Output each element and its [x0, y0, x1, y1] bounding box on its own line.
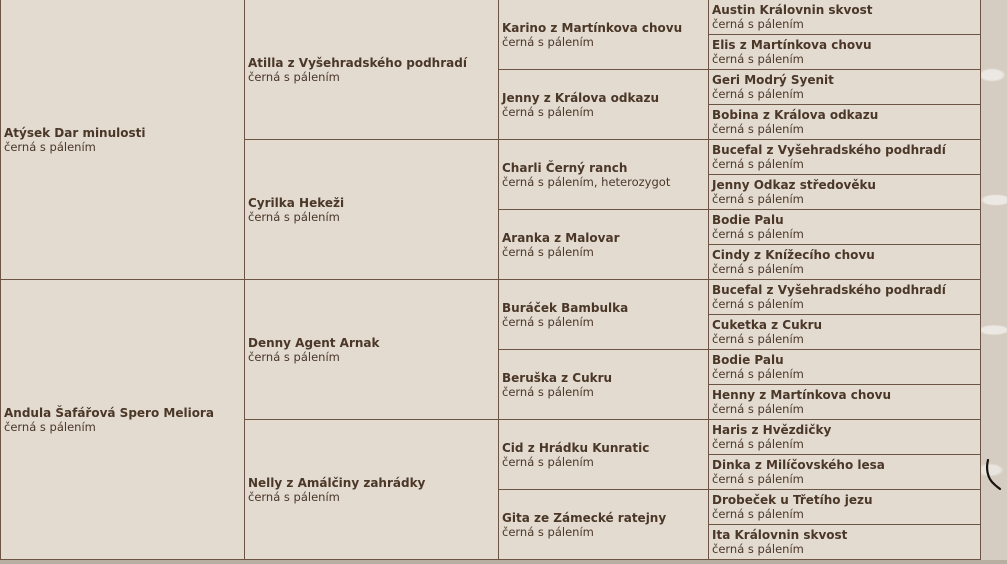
grandparent-cell	[245, 280, 499, 420]
page-bottom-edge	[0, 560, 1007, 564]
dog-name[interactable]: Atilla z Vyšehradského podhradí	[248, 55, 467, 70]
great-grandparent-cell	[499, 280, 709, 350]
dog-name[interactable]: Bodie Palu	[712, 213, 784, 227]
ancestor-cell	[709, 105, 981, 140]
great-grandparent-cell	[499, 420, 709, 490]
dog-color: černá s pálením	[712, 437, 804, 451]
dog-name[interactable]: Cid z Hrádku Kunratic	[502, 440, 650, 455]
dog-color: černá s pálením	[502, 384, 594, 399]
dog-color: černá s pálením, heterozygot	[502, 174, 671, 189]
ancestor-cell	[709, 455, 981, 490]
dam-cell	[1, 280, 245, 560]
dog-name[interactable]: Aranka z Malovar	[502, 230, 620, 245]
dog-name[interactable]: Geri Modrý Syenit	[712, 73, 834, 87]
dog-color: černá s pálením	[712, 332, 804, 346]
dog-name[interactable]: Cuketka z Cukru	[712, 318, 823, 332]
grandparent-cell	[245, 420, 499, 560]
ancestor-cell	[709, 385, 981, 420]
dog-name[interactable]: Charli Černý ranch	[502, 160, 628, 175]
dog-name[interactable]: Denny Agent Arnak	[248, 335, 380, 350]
grandparent-cell	[245, 140, 499, 280]
dog-color: černá s pálením	[4, 139, 96, 154]
dog-name[interactable]: Karino z Martínkova chovu	[502, 20, 683, 35]
brush-stroke-mark	[984, 458, 1002, 490]
ancestor-cell	[709, 70, 981, 105]
dog-name[interactable]: Bucefal z Vyšehradského podhradí	[712, 143, 946, 157]
dog-name[interactable]: Ita Královnin skvost	[712, 528, 848, 542]
dog-name[interactable]: Jenny Odkaz středověku	[712, 178, 876, 192]
great-grandparent-cell	[499, 70, 709, 140]
dog-color: černá s pálením	[502, 454, 594, 469]
dog-color: černá s pálením	[248, 349, 340, 364]
dog-color: černá s pálením	[712, 542, 804, 556]
ancestor-cell	[709, 210, 981, 245]
dog-name[interactable]: Bucefal z Vyšehradského podhradí	[712, 283, 946, 297]
dog-color: černá s pálením	[712, 17, 804, 31]
ancestor-cell	[709, 315, 981, 350]
dog-color: černá s pálením	[712, 157, 804, 171]
dog-name[interactable]: Jenny z Králova odkazu	[502, 90, 660, 105]
dog-name[interactable]: Beruška z Cukru	[502, 370, 613, 385]
dog-color: černá s pálením	[502, 314, 594, 329]
ancestor-cell	[709, 140, 981, 175]
ancestor-cell	[709, 0, 981, 35]
ancestor-cell	[709, 350, 981, 385]
dog-color: černá s pálením	[502, 104, 594, 119]
ancestor-cell	[709, 525, 981, 560]
dog-color: černá s pálením	[712, 367, 804, 381]
great-grandparent-cell	[499, 0, 709, 70]
dog-color: černá s pálením	[248, 69, 340, 84]
dog-color: černá s pálením	[4, 419, 96, 434]
dog-color: černá s pálením	[248, 489, 340, 504]
dog-color: černá s pálením	[502, 34, 594, 49]
dog-color: černá s pálením	[712, 297, 804, 311]
dog-name[interactable]: Nelly z Amálčiny zahrádky	[248, 475, 426, 490]
dog-name[interactable]: Gita ze Zámecké ratejny	[502, 510, 667, 525]
dog-color: černá s pálením	[712, 507, 804, 521]
great-grandparent-cell	[499, 140, 709, 210]
dog-name[interactable]: Elis z Martínkova chovu	[712, 38, 872, 52]
grandparent-cell	[245, 0, 499, 140]
ancestor-cell	[709, 245, 981, 280]
dog-name[interactable]: Haris z Hvězdičky	[712, 423, 832, 437]
dog-color: černá s pálením	[712, 472, 804, 486]
ancestor-cell	[709, 490, 981, 525]
dog-name[interactable]: Drobeček u Třetího jezu	[712, 493, 873, 507]
dog-color: černá s pálením	[712, 87, 804, 101]
dog-color: černá s pálením	[712, 122, 804, 136]
dog-name[interactable]: Cindy z Knížecího chovu	[712, 248, 875, 262]
dog-color: černá s pálením	[712, 227, 804, 241]
dog-color: černá s pálením	[502, 244, 594, 259]
great-grandparent-cell	[499, 490, 709, 560]
dog-color: černá s pálením	[712, 262, 804, 276]
ancestor-cell	[709, 280, 981, 315]
ancestor-cell	[709, 35, 981, 70]
dog-color: černá s pálením	[712, 192, 804, 206]
sire-cell	[1, 0, 245, 280]
great-grandparent-cell	[499, 350, 709, 420]
dog-name[interactable]: Henny z Martínkova chovu	[712, 388, 892, 402]
dog-name[interactable]: Bobina z Králova odkazu	[712, 108, 879, 122]
dog-name[interactable]: Atýsek Dar minulosti	[4, 125, 146, 140]
dog-name[interactable]: Cyrilka Hekeži	[248, 195, 345, 210]
dog-color: černá s pálením	[248, 209, 340, 224]
dog-name[interactable]: Bodie Palu	[712, 353, 784, 367]
dog-color: černá s pálením	[502, 524, 594, 539]
dog-name[interactable]: Buráček Bambulka	[502, 300, 629, 315]
dog-name[interactable]: Dinka z Milíčovského lesa	[712, 458, 885, 472]
ancestor-cell	[709, 175, 981, 210]
dog-name[interactable]: Andula Šafářová Spero Meliora	[4, 405, 214, 420]
ancestor-cell	[709, 420, 981, 455]
great-grandparent-cell	[499, 210, 709, 280]
dog-color: černá s pálením	[712, 52, 804, 66]
dog-color: černá s pálením	[712, 402, 804, 416]
dog-name[interactable]: Austin Královnin skvost	[712, 3, 873, 17]
